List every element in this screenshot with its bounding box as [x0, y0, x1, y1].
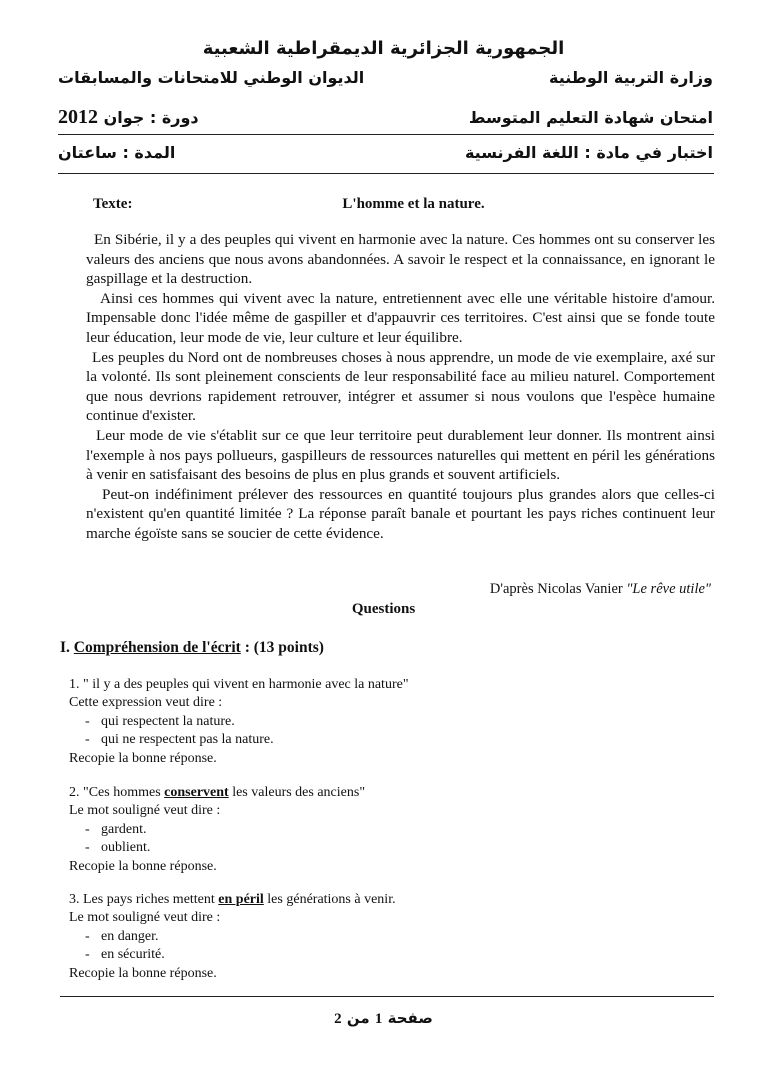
source-book: "Le rêve utile": [626, 581, 711, 597]
question-stem: [69, 891, 396, 909]
question-instruction: Le mot souligné veut dire :: [69, 803, 221, 819]
exam-subject: اختبار في مادة : اللغة الفرنسية: [464, 143, 713, 162]
page-number: [0, 1009, 767, 1028]
question-ask: Recopie la bonne réponse.: [69, 965, 217, 981]
section-number: I.: [60, 639, 74, 656]
passage: [86, 230, 715, 544]
question-stem: 1. " il y a des peuples qui vivent en harmonie avec la nature": [69, 677, 409, 692]
questions-heading: Questions: [351, 601, 416, 617]
paragraph: Leur mode de vie s'établit sur ce que leur territoire peut durablement leur donner. Ils montrent ainsi l'exemple à nos pays pollueurs, gaspilleurs de ressources naturelles qui mettent en péril les générations à venir en satisfaisant des besoins de plus en plus grands et souvent artificiels.: [86, 426, 715, 484]
option-text: oublient.: [101, 840, 151, 856]
answer-option: - oublient.: [85, 840, 151, 856]
answer-option: - qui ne respectent pas la nature.: [85, 732, 274, 748]
option-text: en sécurité.: [101, 947, 165, 963]
option-text: qui respectent la nature.: [101, 713, 235, 729]
section-points: : (13 points): [240, 639, 324, 656]
footer-divider: [60, 996, 714, 997]
stem-text: les générations à venir.: [263, 892, 396, 907]
question-instruction: Le mot souligné veut dire :: [69, 910, 221, 926]
section-title: [60, 639, 324, 657]
option-text: qui ne respectent pas la nature.: [101, 732, 274, 748]
header-divider: [58, 173, 714, 174]
stem-text: 3. Les pays riches mettent: [69, 892, 219, 907]
paragraph: Les peuples du Nord ont de nombreuses choses à nous apprendre, un mode de vie exemplaire, axé sur la volonté. Ils sont pleinement conscients de leur responsabilité face au milieu naturel. Comportement que nous devrions rapidement retrouver, intégrer et assumer si nous voulons que l'espèce humaine continue d'exister.: [86, 348, 715, 425]
current-page: 1: [374, 1011, 383, 1027]
option-text: en danger.: [101, 928, 159, 944]
session: [58, 106, 199, 129]
answer-option: - qui respectent la nature.: [85, 713, 235, 729]
session-year: 2012: [58, 106, 98, 128]
ministry-name: وزارة التربية الوطنية: [548, 68, 713, 87]
text-title: L'homme et la nature.: [342, 196, 485, 212]
page-of-label: من: [346, 1009, 370, 1027]
source-citation: [490, 581, 711, 598]
republic-title: الجمهورية الجزائرية الديمقراطية الشعبية: [202, 38, 565, 59]
stem-text: les valeurs des anciens": [228, 785, 366, 800]
page-label: صفحة: [387, 1009, 433, 1027]
question-stem: [69, 784, 365, 802]
underlined-word: en péril: [218, 892, 264, 907]
paragraph: En Sibérie, il y a des peuples qui vivent en harmonie avec la nature. Ces hommes ont su conserver les valeurs des anciens que nous avons abandonnées. A savoir le respect et la connaissance, en ignorant le gaspillage et la destruction.: [86, 231, 715, 288]
session-label: دورة : جوان: [103, 108, 199, 127]
underlined-word: conservent: [164, 785, 229, 800]
header-row-3: [58, 143, 713, 162]
header-row-1: [58, 68, 713, 87]
question-3: [69, 891, 396, 983]
exam-office: الديوان الوطني للامتحانات والمسابقات: [58, 68, 365, 87]
paragraph: Peut-on indéfiniment prélever des ressources en quantité toujours plus grandes alors que celles-ci n'existent qu'en quantité limitée ? La réponse paraît banale et pourtant les pays riches continuent leur marche égoïste sans se soucier de cette évidence.: [86, 485, 715, 542]
option-text: gardent.: [101, 821, 147, 837]
question-ask: Recopie la bonne réponse.: [69, 858, 217, 874]
total-pages: 2: [334, 1011, 342, 1027]
question-1: [69, 676, 409, 768]
answer-option: - gardent.: [85, 821, 147, 837]
exam-name: امتحان شهادة التعليم المتوسط: [468, 108, 713, 127]
header-row-2: [58, 106, 713, 129]
stem-text: 2. "Ces hommes: [69, 785, 165, 800]
exam-duration: المدة : ساعتان: [58, 143, 176, 162]
answer-option: - en danger.: [85, 928, 159, 944]
question-instruction: Cette expression veut dire :: [69, 695, 223, 711]
answer-option: - en sécurité.: [85, 947, 165, 963]
header-divider: [58, 134, 714, 135]
source-author: D'après Nicolas Vanier: [489, 581, 623, 597]
text-label: Texte:: [93, 196, 133, 212]
section-name: Compréhension de l'écrit: [73, 639, 241, 656]
question-2: [69, 784, 365, 876]
paragraph: Ainsi ces hommes qui vivent avec la nature, entretiennent avec elle une véritable histoire d'amour. Impensable donc l'idée même de gaspiller et d'appauvrir ces territoires. C'est ainsi que se fonde toute leur éducation, leur mode de vie, leur culture et leur équilibre.: [86, 289, 715, 346]
question-ask: Recopie la bonne réponse.: [69, 750, 217, 766]
